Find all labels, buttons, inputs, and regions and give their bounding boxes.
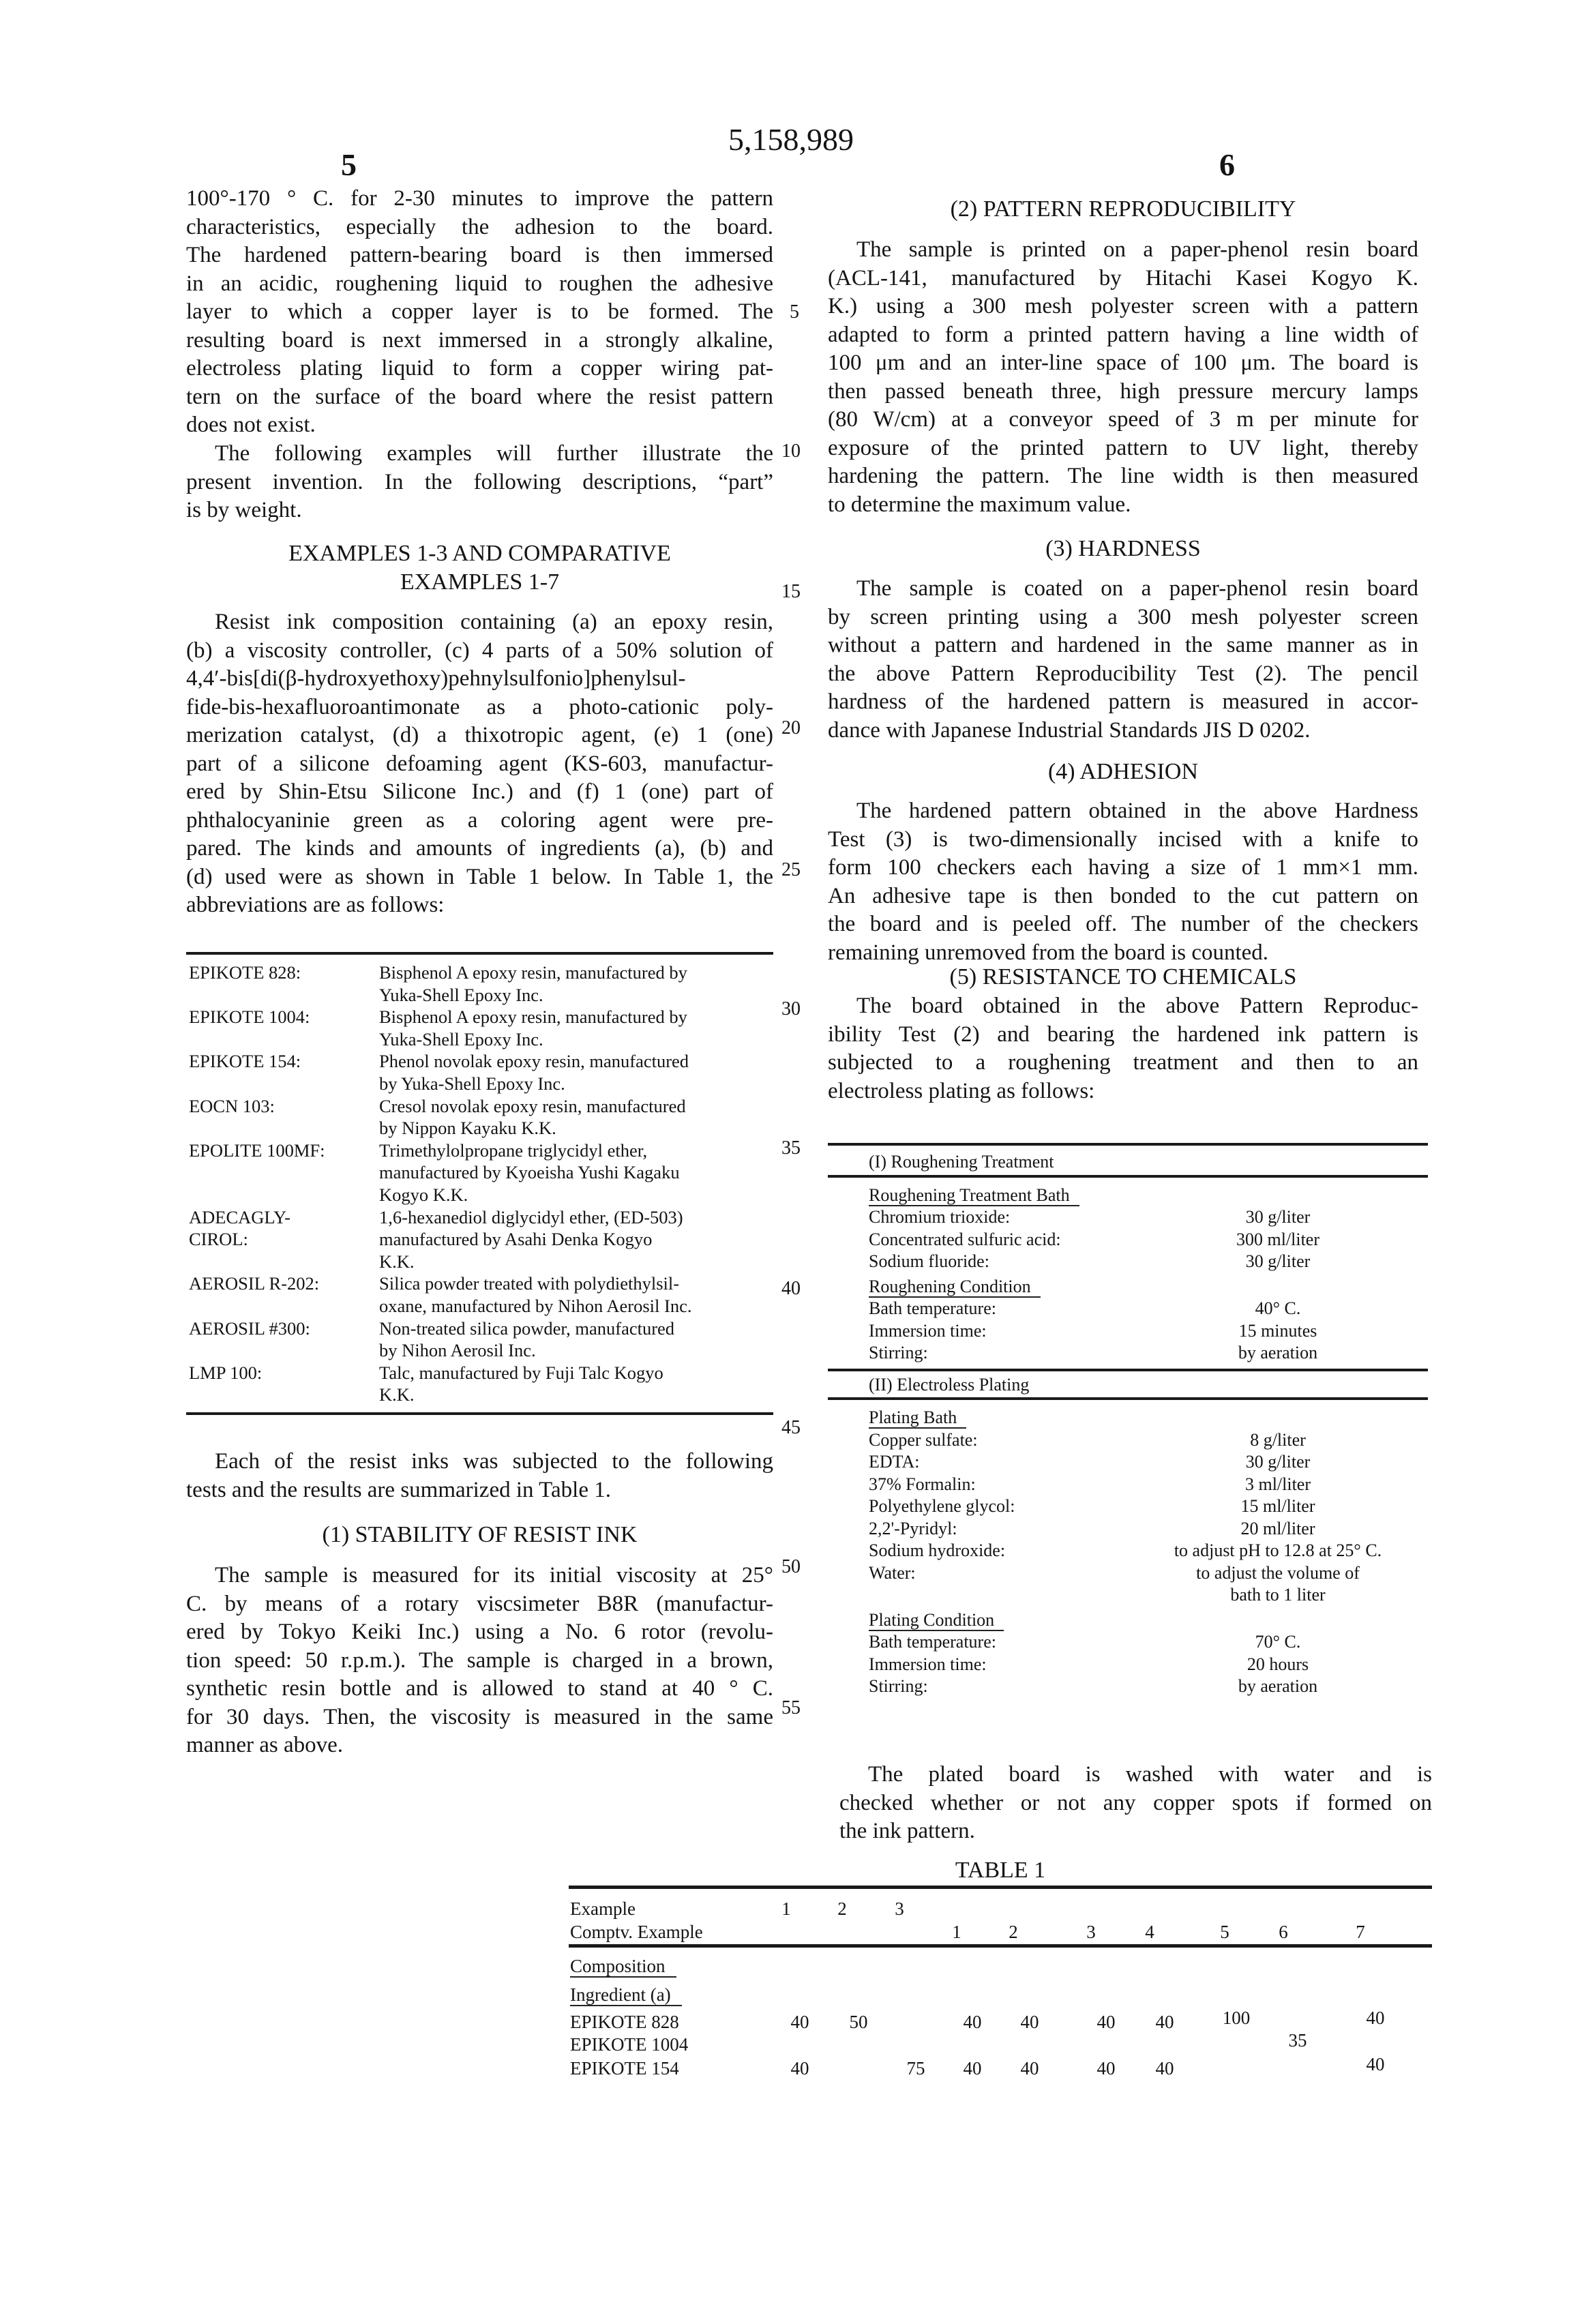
process-value: by aeration <box>1155 1342 1428 1365</box>
text-line: layer to which a copper layer is to be formed. The <box>186 298 773 327</box>
table1-ingredient-label <box>570 1984 682 2006</box>
table1-cell: 40 <box>964 2012 982 2033</box>
text-line: synthetic resin bottle and is allowed to stand at 40 ° C. <box>186 1675 773 1703</box>
description-line: Cresol novolak epoxy resin, manufactured <box>379 1095 686 1118</box>
process-value: 8 g/liter <box>1155 1429 1428 1452</box>
text-line: present invention. In the following descriptions, “part” <box>186 468 773 497</box>
hardness-heading: (3) HARDNESS <box>828 535 1418 563</box>
process-section-title: (II) Electroless Plating <box>828 1374 1428 1397</box>
text-line: The sample is printed on a paper-phenol resin board <box>828 236 1418 265</box>
process-item: Immersion time: <box>869 1320 1155 1343</box>
line-number: 5 <box>790 301 799 323</box>
table1-row-label: EPIKOTE 154 <box>570 2058 679 2079</box>
process-subheading-text: Plating Bath <box>869 1407 966 1429</box>
ingredient-text: Ingredient (a) <box>570 1984 682 2006</box>
process-value: bath to 1 liter <box>1155 1584 1428 1607</box>
description-line: K.K. <box>379 1251 683 1273</box>
text-line: electroless plating as follows: <box>828 1077 1418 1106</box>
text-line: The following examples will further illustrate the <box>186 440 773 468</box>
process-value: 30 g/liter <box>1155 1451 1428 1474</box>
abbreviation-term: AEROSIL R-202: <box>189 1272 379 1317</box>
table1-cell: 40 <box>1367 2008 1385 2029</box>
examples-heading-line: EXAMPLES 1-7 <box>186 568 773 597</box>
process-value: to adjust pH to 12.8 at 25° C. <box>1155 1540 1428 1562</box>
table1-cell: 75 <box>907 2058 925 2079</box>
table1-cell: 40 <box>1156 2058 1174 2079</box>
text-line: merization catalyst, (d) a thixotropic agent, (e) 1 (one) <box>186 721 773 750</box>
line-number: 10 <box>781 441 801 462</box>
line-number: 15 <box>781 581 801 603</box>
table1-comptv-number: 7 <box>1356 1922 1365 1943</box>
left-page-number: 5 <box>341 147 357 183</box>
process-item: Polyethylene glycol: <box>869 1495 1155 1518</box>
text-line: tion speed: 50 r.p.m.). The sample is charged in a brown, <box>186 1647 773 1675</box>
line-number: 45 <box>781 1417 801 1439</box>
description-line: Bisphenol A epoxy resin, manufactured by <box>379 962 687 984</box>
text-line: subjected to a roughening treatment and then to an <box>828 1049 1418 1077</box>
table1-cell: 40 <box>964 2058 982 2079</box>
text-line: The plated board is washed with water and is <box>839 1761 1432 1789</box>
adhesion-heading: (4) ADHESION <box>828 758 1418 786</box>
description-line: by Yuka-Shell Epoxy Inc. <box>379 1073 689 1095</box>
text-line: dance with Japanese Industrial Standards JIS D 0202. <box>828 717 1418 745</box>
abbreviation-term: LMP 100: <box>189 1362 379 1406</box>
description-line: Kogyo K.K. <box>379 1184 680 1206</box>
text-line: Test (3) is two-dimensionally incised with a knife to <box>828 826 1418 854</box>
abbreviation-term: EPIKOTE 154: <box>189 1050 379 1094</box>
text-line: The hardened pattern obtained in the above Hardness <box>828 797 1418 826</box>
table1-comptv-number: 5 <box>1220 1922 1229 1943</box>
text-line: Each of the resist inks was subjected to the following <box>186 1448 773 1476</box>
table1-row-label: EPIKOTE 1004 <box>570 2034 688 2055</box>
table1-comptv-label: Comptv. Example <box>570 1922 703 1943</box>
abbreviation-term: ADECAGLY- CIROL: <box>189 1206 379 1273</box>
line-number: 25 <box>781 859 801 881</box>
process-item: 37% Formalin: <box>869 1474 1155 1496</box>
text-line: form 100 checkers each having a size of 1 mm×1 mm. <box>828 854 1418 882</box>
process-item: Concentrated sulfuric acid: <box>869 1229 1155 1251</box>
table1-comptv-number: 2 <box>1009 1922 1018 1943</box>
text-line: hardening the pattern. The line width is then measured <box>828 462 1418 491</box>
table1-row-label: EPIKOTE 828 <box>570 2012 679 2033</box>
text-line: tests and the results are summarized in Table 1. <box>186 1476 773 1505</box>
description-line: Non-treated silica powder, manufactured <box>379 1317 674 1340</box>
abbreviation-term: EPIKOTE 828: <box>189 962 379 1006</box>
table1-cell: 100 <box>1223 2008 1251 2029</box>
process-value: 30 g/liter <box>1155 1206 1428 1229</box>
process-value: 20 ml/liter <box>1155 1518 1428 1540</box>
text-line: (80 W/cm) at a conveyor speed of 3 m per minute for <box>828 406 1418 434</box>
description-line: Talc, manufactured by Fuji Talc Kogyo <box>379 1362 663 1384</box>
table1-cell: 40 <box>1021 2058 1039 2079</box>
abbreviation-term: EOCN 103: <box>189 1095 379 1139</box>
text-line: does not exist. <box>186 411 773 440</box>
table1-example-number: 1 <box>781 1898 791 1920</box>
text-line: the ink pattern. <box>839 1817 1432 1846</box>
text-line: without a pattern and hardened in the same manner as in <box>828 631 1418 660</box>
abbreviation-term: EPOLITE 100MF: <box>189 1139 379 1206</box>
table1-cell: 40 <box>791 2058 809 2079</box>
abbreviation-term: EPIKOTE 1004: <box>189 1006 379 1050</box>
text-line: to determine the maximum value. <box>828 491 1418 520</box>
text-line: resulting board is next immersed in a strongly alkaline, <box>186 327 773 355</box>
text-line: phthalocyaninie green as a coloring agent were pre- <box>186 807 773 835</box>
process-value: 15 ml/liter <box>1155 1495 1428 1518</box>
table1-cell: 40 <box>1097 2058 1116 2079</box>
text-line: fide-bis-hexafluoroantimonate as a photo-cationic poly- <box>186 694 773 722</box>
process-item: Copper sulfate: <box>869 1429 1155 1452</box>
description-line: 1,6-hexanediol diglycidyl ether, (ED-503) <box>379 1206 683 1229</box>
text-line: 100 μm and an inter-line space of 100 μm. The board is <box>828 349 1418 378</box>
patent-page <box>0 0 1582 2324</box>
text-line: then passed beneath three, high pressure mercury lamps <box>828 378 1418 406</box>
text-line: the board and is peeled off. The number of the checkers <box>828 910 1418 939</box>
description-line: Yuka-Shell Epoxy Inc. <box>379 1028 687 1051</box>
description-line: manufactured by Kyoeisha Yushi Kagaku <box>379 1161 680 1184</box>
table1-comptv-number: 1 <box>952 1922 961 1943</box>
process-value: 20 hours <box>1155 1654 1428 1676</box>
table1-example-number: 3 <box>895 1898 904 1920</box>
text-line: An adhesive tape is then bonded to the cut pattern on <box>828 882 1418 911</box>
process-item: Water: <box>869 1562 1155 1585</box>
examples-heading-line: EXAMPLES 1-3 AND COMPARATIVE <box>186 539 773 568</box>
text-line: tern on the surface of the board where the resist pattern <box>186 383 773 412</box>
table1-example-label: Example <box>570 1898 636 1920</box>
process-value: 40° C. <box>1155 1298 1428 1320</box>
text-line: (b) a viscosity controller, (c) 4 parts of a 50% solution of <box>186 637 773 666</box>
description-line: Bisphenol A epoxy resin, manufactured by <box>379 1006 687 1028</box>
description-line: oxane, manufactured by Nihon Aerosil Inc. <box>379 1295 691 1317</box>
text-line: electroless plating liquid to form a copper wiring pat- <box>186 355 773 383</box>
process-item: Bath temperature: <box>869 1631 1155 1654</box>
text-line: (d) used were as shown in Table 1 below. In Table 1, the <box>186 863 773 892</box>
table1-cell: 50 <box>850 2012 868 2033</box>
table1-cell: 40 <box>1367 2054 1385 2075</box>
text-line: ered by Tokyo Keiki Inc.) using a No. 6 rotor (revolu- <box>186 1618 773 1647</box>
description-line: Trimethylolpropane triglycidyl ether, <box>379 1139 680 1162</box>
stability-heading: (1) STABILITY OF RESIST INK <box>186 1521 773 1549</box>
table1-title: TABLE 1 <box>569 1856 1432 1885</box>
table1-cell: 40 <box>1156 2012 1174 2033</box>
line-number: 40 <box>781 1278 801 1300</box>
process-item: 2,2'-Pyridyl: <box>869 1518 1155 1540</box>
description-line: Silica powder treated with polydiethylsil- <box>379 1272 691 1295</box>
table1-comptv-number: 4 <box>1145 1922 1154 1943</box>
process-item: Stirring: <box>869 1675 1155 1698</box>
table1-cell: 40 <box>791 2012 809 2033</box>
table1-example-number: 2 <box>837 1898 847 1920</box>
process-value: to adjust the volume of <box>1155 1562 1428 1585</box>
text-line: hardness of the hardened pattern is measured in accor- <box>828 688 1418 717</box>
description-line: by Nippon Kayaku K.K. <box>379 1117 686 1139</box>
description-line: by Nihon Aerosil Inc. <box>379 1339 674 1362</box>
description-line: manufactured by Asahi Denka Kogyo <box>379 1228 683 1251</box>
text-line: Resist ink composition containing (a) an epoxy resin, <box>186 608 773 637</box>
text-line: manner as above. <box>186 1731 773 1760</box>
process-item: Immersion time: <box>869 1654 1155 1676</box>
process-item: Sodium hydroxide: <box>869 1540 1155 1562</box>
process-item: Bath temperature: <box>869 1298 1155 1320</box>
text-line: by screen printing using a 300 mesh polyester screen <box>828 604 1418 632</box>
description-line: Phenol novolak epoxy resin, manufactured <box>379 1050 689 1073</box>
table1-composition-label <box>570 1956 676 1977</box>
text-line: K.) using a 300 mesh polyester screen with a pattern <box>828 293 1418 321</box>
text-line: characteristics, especially the adhesion to the board. <box>186 213 773 242</box>
process-item: Stirring: <box>869 1342 1155 1365</box>
process-item: Chromium trioxide: <box>869 1206 1155 1229</box>
text-line: abbreviations are as follows: <box>186 891 773 920</box>
process-value: by aeration <box>1155 1675 1428 1698</box>
process-value: 3 ml/liter <box>1155 1474 1428 1496</box>
right-page-number: 6 <box>1219 147 1235 183</box>
text-line: adapted to form a printed pattern having a line width of <box>828 321 1418 350</box>
text-line: 100°-170 ° C. for 2-30 minutes to improve the pattern <box>186 185 773 213</box>
process-item: EDTA: <box>869 1451 1155 1474</box>
chemicals-heading: (5) RESISTANCE TO CHEMICALS <box>828 963 1418 992</box>
text-line: in an acidic, roughening liquid to roughen the adhesive <box>186 270 773 299</box>
line-number: 20 <box>781 717 801 739</box>
line-number: 35 <box>781 1137 801 1159</box>
text-line: part of a silicone defoaming agent (KS-603, manufactur- <box>186 750 773 779</box>
process-value: 30 g/liter <box>1155 1251 1428 1273</box>
text-line: pared. The kinds and amounts of ingredients (a), (b) and <box>186 835 773 863</box>
table1 <box>0 0 1582 2324</box>
table1-cell: 40 <box>1021 2012 1039 2033</box>
process-item: Sodium fluoride: <box>869 1251 1155 1273</box>
text-line: the above Pattern Reproducibility Test (2). The pencil <box>828 660 1418 689</box>
text-line: is by weight. <box>186 496 773 525</box>
line-number: 30 <box>781 998 801 1020</box>
line-number: 55 <box>781 1697 801 1719</box>
text-line: ered by Shin-Etsu Silicone Inc.) and (f) 1 (one) part of <box>186 778 773 807</box>
text-line: 4,4′-bis[di(β-hydroxyethoxy)pehnylsulfonio]phenylsul- <box>186 665 773 694</box>
text-line: checked whether or not any copper spots if formed on <box>839 1789 1432 1818</box>
text-line: The sample is coated on a paper-phenol resin board <box>828 575 1418 604</box>
table1-cell: 35 <box>1289 2030 1307 2051</box>
table1-comptv-number: 3 <box>1086 1922 1096 1943</box>
text-line: remaining unremoved from the board is counted. <box>828 939 1418 968</box>
table1-comptv-number: 6 <box>1279 1922 1288 1943</box>
text-line: The board obtained in the above Pattern Reproduc- <box>828 992 1418 1021</box>
line-number: 50 <box>781 1556 801 1578</box>
text-line: The sample is measured for its initial viscosity at 25° <box>186 1562 773 1590</box>
patent-number: 5,158,989 <box>0 121 1582 158</box>
text-line: (ACL-141, manufactured by Hitachi Kasei Kogyo K. <box>828 265 1418 293</box>
process-subheading-text: Roughening Treatment Bath <box>869 1185 1079 1206</box>
description-line: K.K. <box>379 1384 663 1406</box>
process-subheading-text: Roughening Condition <box>869 1277 1041 1298</box>
pattern-heading: (2) PATTERN REPRODUCIBILITY <box>828 195 1418 224</box>
text-line: The hardened pattern-bearing board is then immersed <box>186 241 773 270</box>
process-value: 300 ml/liter <box>1155 1229 1428 1251</box>
abbreviation-term: AEROSIL #300: <box>189 1317 379 1362</box>
process-subheading-text: Plating Condition <box>869 1610 1004 1631</box>
text-line: exposure of the printed pattern to UV light, thereby <box>828 434 1418 463</box>
process-section-title: (I) Roughening Treatment <box>828 1151 1428 1174</box>
text-line: C. by means of a rotary viscsimeter B8R (manufactur- <box>186 1590 773 1619</box>
process-value: 15 minutes <box>1155 1320 1428 1343</box>
text-line: for 30 days. Then, the viscosity is measured in the same <box>186 1703 773 1732</box>
text-line: ibility Test (2) and bearing the hardened ink pattern is <box>828 1021 1418 1049</box>
description-line: Yuka-Shell Epoxy Inc. <box>379 984 687 1007</box>
process-value: 70° C. <box>1155 1631 1428 1654</box>
composition-text: Composition <box>570 1956 676 1978</box>
table1-cell: 40 <box>1097 2012 1116 2033</box>
